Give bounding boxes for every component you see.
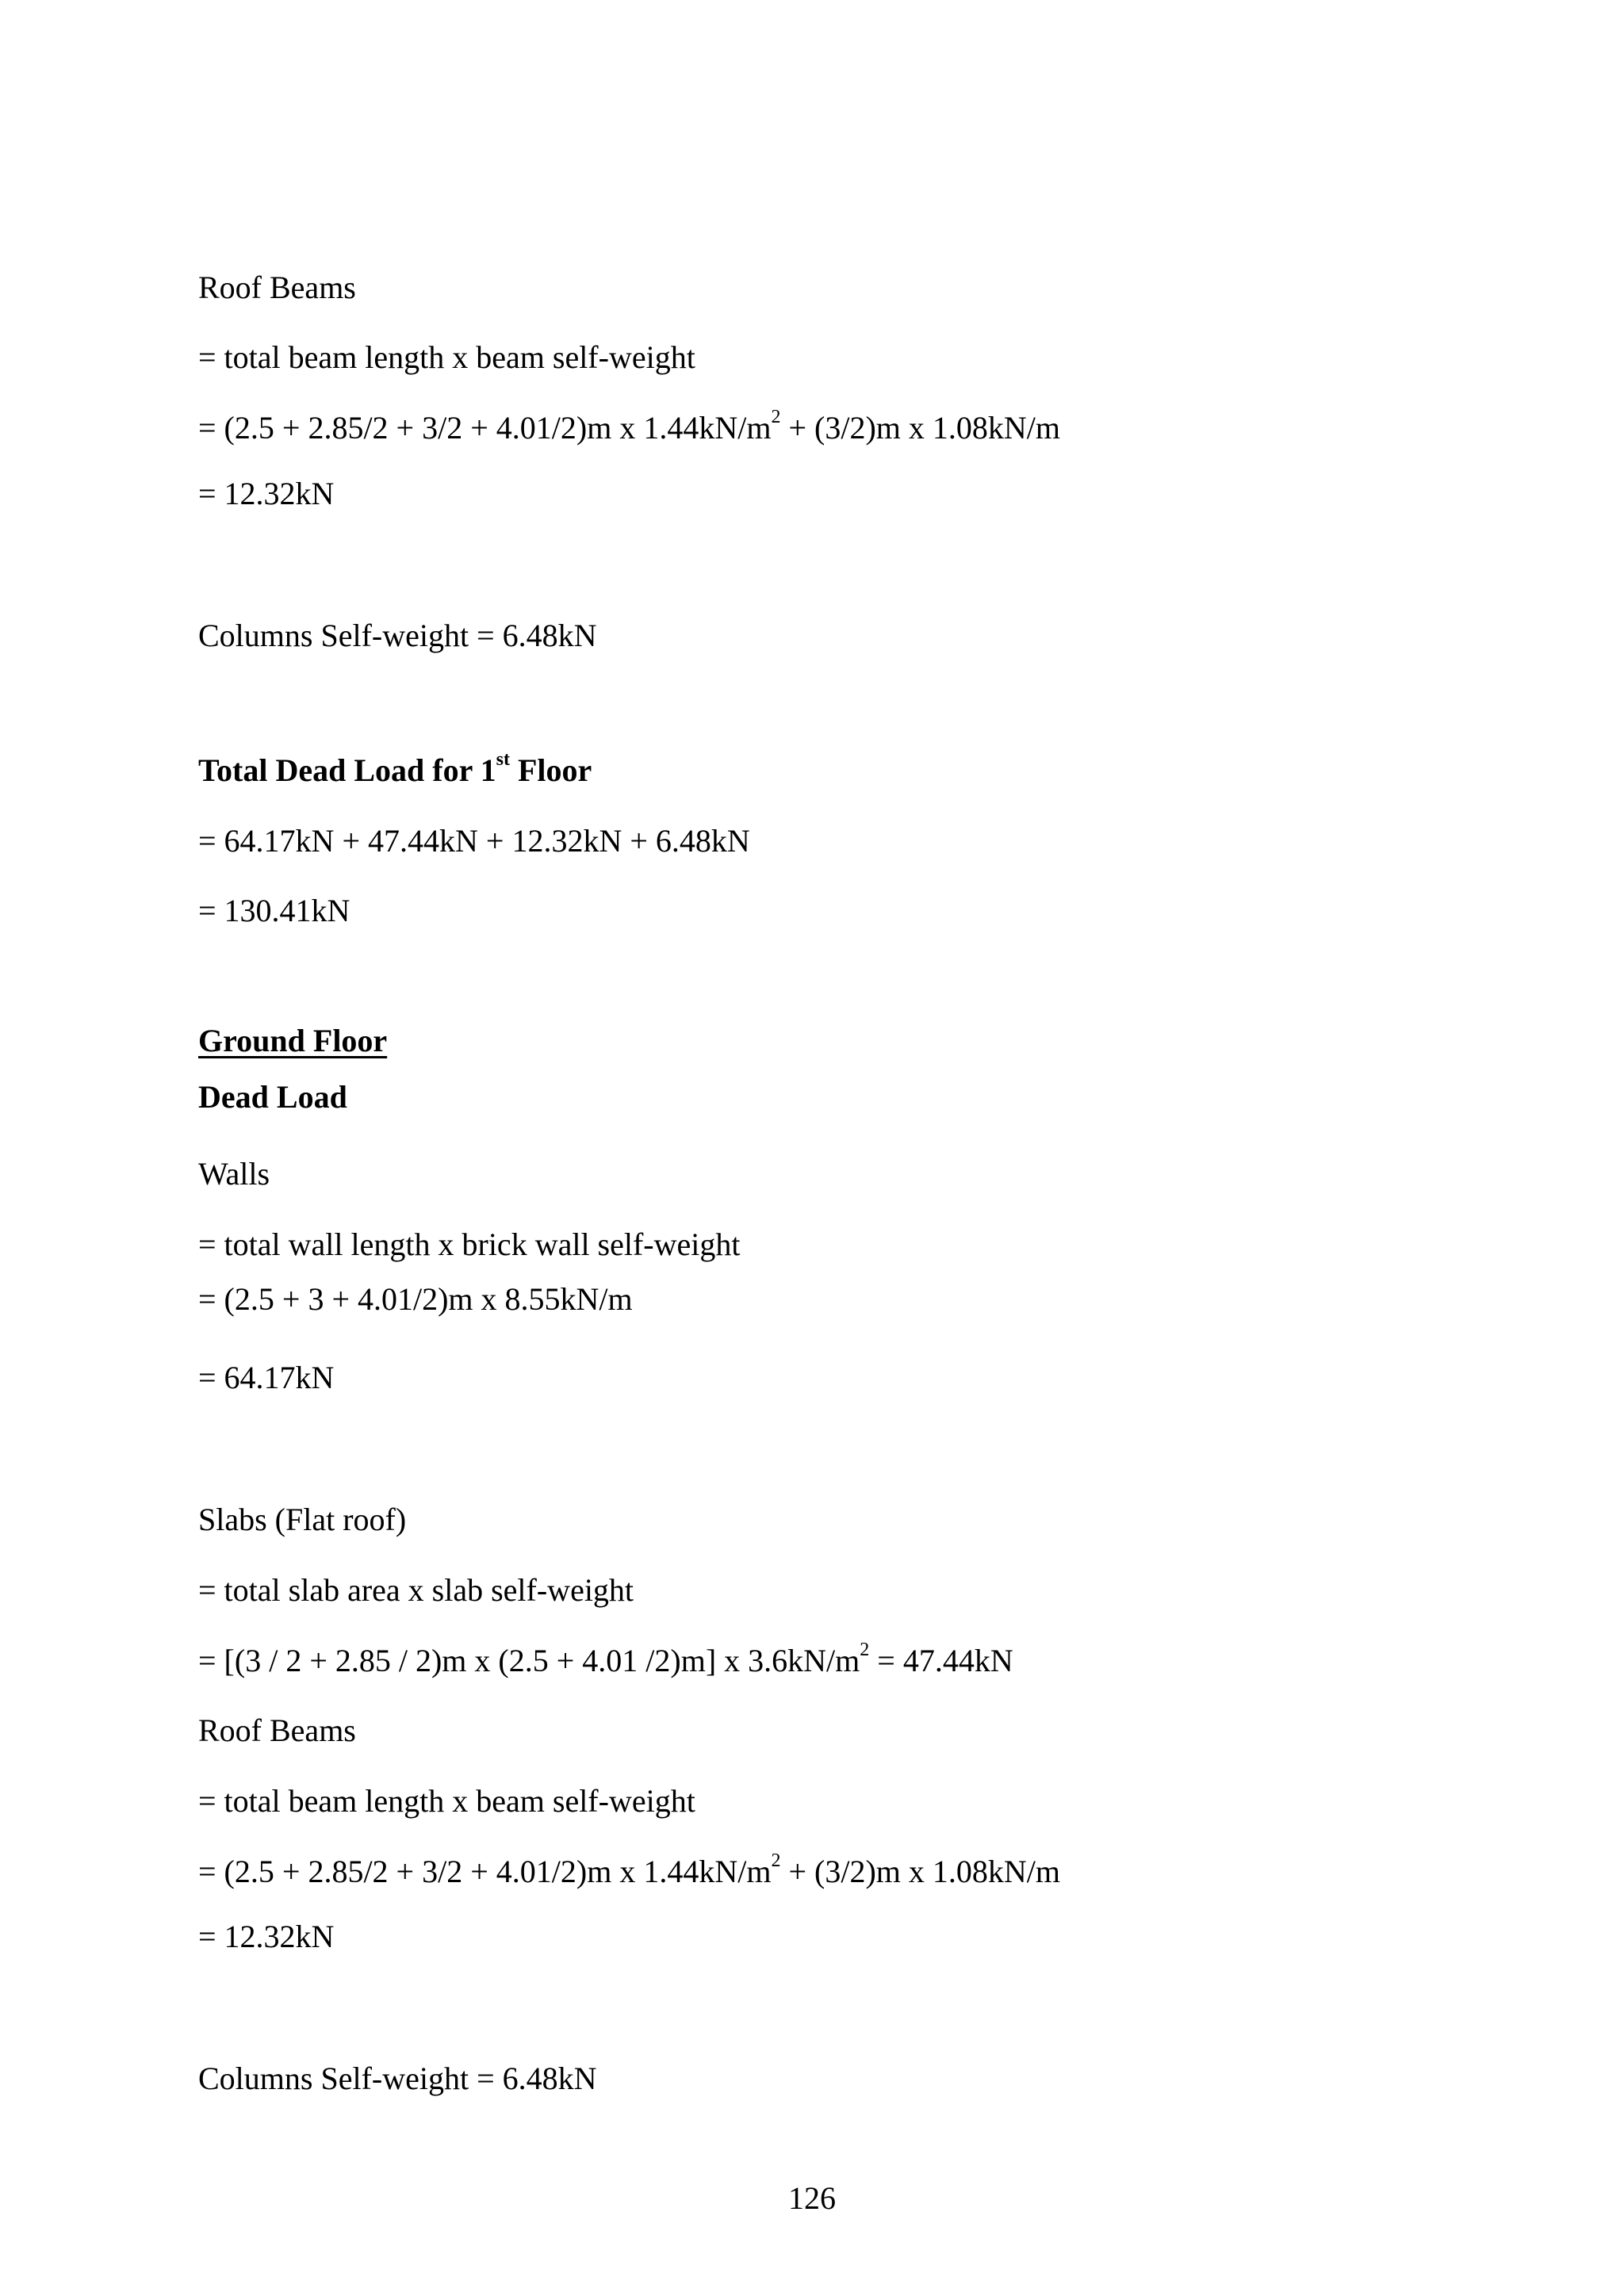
total-dead-load-title-b: Floor [509, 752, 592, 788]
slabs-calc [198, 1641, 1013, 1681]
dead-load-subtitle: Dead Load [198, 1079, 347, 1115]
roof-beams-heading-2: Roof Beams [198, 1712, 356, 1748]
roof-beams-calc-1-sup: 2 [771, 407, 781, 427]
walls-formula: = total wall length x brick wall self-weight [198, 1226, 741, 1262]
page-number: 126 [788, 2180, 836, 2216]
slabs-formula: = total slab area x slab self-weight [198, 1572, 634, 1608]
roof-beams-calc-1-b: + (3/2)m x 1.08kN/m [780, 410, 1060, 446]
slabs-calc-a: = [(3 / 2 + 2.85 / 2)m x (2.5 + 4.01 /2)m] x 3.6kN/m [198, 1643, 860, 1678]
slabs-calc-sup: 2 [860, 1640, 870, 1660]
roof-beams-calc-2-a: = (2.5 + 2.85/2 + 3/2 + 4.01/2)m x 1.44kN/m [198, 1854, 772, 1889]
total-dead-load-title-sup: st [496, 749, 510, 770]
walls-calc: = (2.5 + 3 + 4.01/2)m x 8.55kN/m [198, 1281, 633, 1317]
total-dead-load-sum: = 64.17kN + 47.44kN + 12.32kN + 6.48kN [198, 823, 750, 859]
roof-beams-calc-1-a: = (2.5 + 2.85/2 + 3/2 + 4.01/2)m x 1.44kN/m [198, 410, 772, 446]
columns-self-weight-2: Columns Self-weight = 6.48kN [198, 2061, 597, 2096]
walls-heading: Walls [198, 1156, 270, 1192]
slabs-calc-b: = 47.44kN [869, 1643, 1013, 1678]
roof-beams-calc-1 [198, 408, 1060, 448]
roof-beams-result-2: = 12.32kN [198, 1919, 335, 1954]
roof-beams-calc-2 [198, 1852, 1060, 1892]
roof-beams-formula-2: = total beam length x beam self-weight [198, 1783, 695, 1819]
walls-result: = 64.17kN [198, 1360, 335, 1395]
roof-beams-calc-2-sup: 2 [771, 1850, 781, 1871]
roof-beams-calc-2-b: + (3/2)m x 1.08kN/m [780, 1854, 1060, 1889]
slabs-heading: Slabs (Flat roof) [198, 1502, 407, 1537]
ground-floor-title: Ground Floor [198, 1023, 388, 1058]
columns-self-weight-1: Columns Self-weight = 6.48kN [198, 618, 597, 653]
total-dead-load-title-a: Total Dead Load for 1 [198, 752, 496, 788]
roof-beams-heading-1: Roof Beams [198, 270, 356, 305]
total-dead-load-title [198, 751, 592, 790]
roof-beams-formula-1: = total beam length x beam self-weight [198, 339, 695, 375]
roof-beams-result-1: = 12.32kN [198, 476, 335, 511]
total-dead-load-result: = 130.41kN [198, 893, 350, 928]
